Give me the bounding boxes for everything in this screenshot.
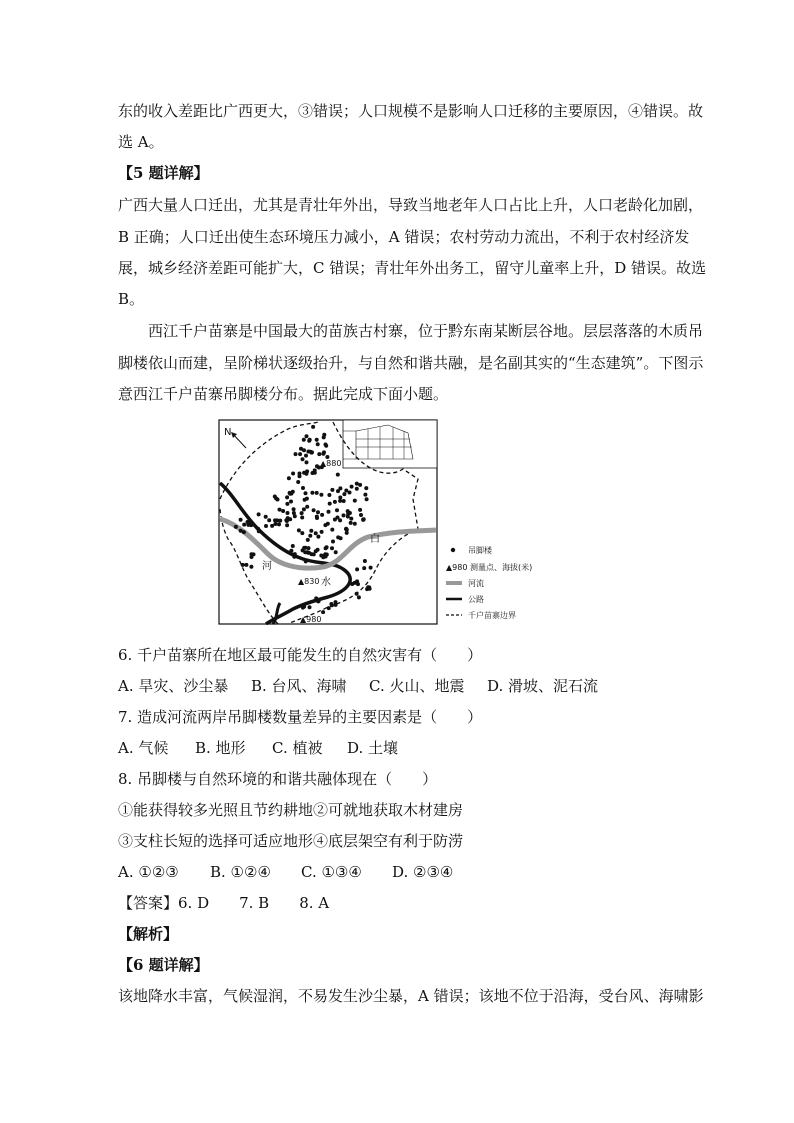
question-6-stem: 6. 千户苗寨所在地区最可能发生的自然灾害有（ ） xyxy=(118,646,483,664)
stilt-house-dot xyxy=(287,551,291,555)
stilt-house-dot xyxy=(363,493,367,497)
stilt-house-dot xyxy=(304,454,308,458)
stilt-house-dot xyxy=(324,443,328,447)
stilt-house-dot xyxy=(315,491,319,495)
legend-road: 公路 xyxy=(468,595,484,604)
stilt-house-dot xyxy=(327,493,331,497)
stilt-house-dot xyxy=(348,511,352,515)
stilt-house-dot xyxy=(327,510,331,514)
stilt-house-dot xyxy=(296,480,300,484)
stilt-house-dot xyxy=(317,452,321,456)
stilt-house-dot xyxy=(350,485,354,489)
stilt-house-dot xyxy=(310,491,314,495)
stilt-house-dot xyxy=(316,548,320,552)
q8-option-a[interactable]: A. ①②③ xyxy=(118,863,179,881)
stilt-house-dot xyxy=(339,536,343,540)
miao-village-map xyxy=(218,419,562,625)
stilt-house-dot xyxy=(305,434,309,438)
analysis-heading: 【解析】 xyxy=(118,925,179,943)
stilt-house-dot xyxy=(308,534,312,538)
question-7-stem: 7. 造成河流两岸吊脚楼数量差异的主要因素是（ ） xyxy=(118,708,483,726)
stilt-house-dot xyxy=(330,546,334,550)
stilt-house-dot xyxy=(353,522,357,526)
stilt-house-dot xyxy=(273,518,277,522)
stilt-house-dot xyxy=(353,499,357,503)
survey-point-label: ▲880 xyxy=(320,459,342,468)
stilt-house-dot xyxy=(330,488,334,492)
question-8-stem: 8. 吊脚楼与自然环境的和谐共融体现在（ ） xyxy=(118,770,438,788)
text-line: 意西江千户苗寨吊脚楼分布。据此完成下面小题。 xyxy=(118,385,449,403)
stilt-house-dot xyxy=(338,518,342,522)
stilt-house-dot xyxy=(305,469,309,473)
q8-option-c[interactable]: C. ①③④ xyxy=(301,863,362,881)
stilt-house-dot xyxy=(342,499,346,503)
stilt-house-dot xyxy=(322,435,326,439)
legend-survey-point: ▲980 测量点、海拔(米) xyxy=(446,563,533,572)
stilt-house-dot xyxy=(298,472,302,476)
stilt-house-dot xyxy=(338,496,342,500)
stilt-house-dot xyxy=(311,425,315,429)
stilt-house-dot xyxy=(350,582,354,586)
text-line: 展，城乡经济差距可能扩大，C 错误；青壮年外出务工，留守儿童率上升，D 错误。故选 xyxy=(118,259,707,277)
q8-option-b[interactable]: B. ①②④ xyxy=(210,863,271,881)
stilt-house-dot xyxy=(305,505,309,509)
stilt-house-dot xyxy=(362,566,366,570)
stilt-house-dot xyxy=(316,535,320,539)
stilt-house-dot xyxy=(349,517,353,521)
legend-house: 吊脚楼 xyxy=(468,546,492,555)
stilt-house-dot xyxy=(345,531,349,535)
stilt-house-dot xyxy=(355,567,359,571)
stilt-house-dot xyxy=(333,518,337,522)
stilt-house-dot xyxy=(273,495,277,499)
stilt-house-dot xyxy=(313,468,317,472)
stilt-house-dot xyxy=(291,472,295,476)
stilt-house-dot xyxy=(342,513,346,517)
q7-option-d[interactable]: D. 土壤 xyxy=(347,739,399,757)
q7-option-a[interactable]: A. 气候 xyxy=(118,739,169,757)
stilt-house-dot xyxy=(234,525,238,529)
stilt-house-dot xyxy=(239,518,243,522)
stilt-house-dot xyxy=(330,528,334,532)
stilt-house-dot xyxy=(303,550,307,554)
stilt-house-dot xyxy=(306,538,310,542)
q6-option-c[interactable]: C. 火山、地震 xyxy=(369,677,465,695)
stilt-house-dot xyxy=(300,531,304,535)
stilt-house-dot xyxy=(358,483,362,487)
stilt-house-dot xyxy=(336,489,340,493)
stilt-house-dot xyxy=(297,528,301,532)
stilt-house-dot xyxy=(361,518,365,522)
stilt-house-dot xyxy=(308,438,312,442)
stilt-house-dot xyxy=(242,523,246,527)
stilt-house-dot xyxy=(346,515,350,519)
stilt-house-dot xyxy=(304,559,308,563)
stilt-house-dot xyxy=(327,606,331,610)
stilt-house-dot xyxy=(323,523,327,527)
stilt-house-dot xyxy=(287,476,291,480)
stilt-house-dot xyxy=(344,527,348,531)
text-line: 广西大量人口迁出，尤其是青壮年外出，导致当地老年人口占比上升，人口老龄化加剧， xyxy=(118,196,704,214)
building-section-inset xyxy=(343,420,437,468)
text-line: B。 xyxy=(118,290,145,308)
stilt-house-dot xyxy=(293,552,297,556)
stilt-house-dot xyxy=(300,511,304,515)
stilt-house-dot xyxy=(285,495,289,499)
stilt-house-dot xyxy=(304,491,308,495)
stilt-house-dot xyxy=(365,497,369,501)
stilt-house-dot xyxy=(308,605,312,609)
stilt-house-dot xyxy=(319,554,323,558)
stilt-house-dot xyxy=(315,438,319,442)
stilt-house-dot xyxy=(292,507,296,511)
stilt-house-dot xyxy=(301,606,305,610)
stilt-house-dot xyxy=(369,566,373,570)
stilt-house-dot xyxy=(324,555,328,559)
stilt-house-dot xyxy=(302,546,306,550)
river-name-char: 河 xyxy=(262,561,272,572)
stilt-house-dot xyxy=(281,509,285,513)
stilt-house-dot xyxy=(319,493,323,497)
stilt-house-dot xyxy=(312,508,316,512)
stilt-house-dot xyxy=(286,511,290,515)
stilt-house-dot xyxy=(363,559,367,563)
text-line: 脚楼依山而建，呈阶梯状逐级抬升，与自然和谐共融，是名副其实的“生态建筑”。下图示 xyxy=(118,354,704,372)
legend-river: 河流 xyxy=(468,579,484,588)
answer-line: 【答案】6. D 7. B 8. A xyxy=(118,894,330,912)
stilt-house-dot xyxy=(315,515,319,519)
stilt-house-dot xyxy=(330,603,334,607)
stilt-house-dot xyxy=(249,565,253,569)
question-8-statements: ①能获得较多光照且节约耕地②可就地获取木材建房 xyxy=(118,801,464,819)
stilt-house-dot xyxy=(264,515,268,519)
stilt-house-dot xyxy=(250,552,254,556)
stilt-house-dot xyxy=(257,512,261,516)
stilt-house-dot xyxy=(333,500,337,504)
text-line: 东的收入差距比广西更大，③错误；人口规模不是影响人口迁移的主要原因，④错误。故 xyxy=(118,102,704,120)
stilt-house-dot xyxy=(278,519,282,523)
stilt-house-dot xyxy=(342,492,346,496)
stilt-house-dot xyxy=(248,522,252,526)
stilt-house-dot xyxy=(334,550,338,554)
stilt-house-dot xyxy=(302,438,306,442)
q7-option-c[interactable]: C. 植被 xyxy=(272,739,323,757)
survey-point-label: ▲830 xyxy=(298,577,320,586)
stilt-house-dot xyxy=(298,452,302,456)
stilt-house-dot xyxy=(264,524,268,528)
stilt-house-dot xyxy=(301,457,305,461)
q6-option-a[interactable]: A. 旱灾、沙尘暴 xyxy=(118,677,229,695)
stilt-house-dot xyxy=(358,508,362,512)
stilt-house-dot xyxy=(320,513,324,517)
stilt-house-dot xyxy=(359,513,363,517)
stilt-house-dot xyxy=(349,521,353,525)
stilt-house-dot xyxy=(338,499,342,503)
stilt-house-dot xyxy=(277,522,281,526)
river-name-char: 白 xyxy=(370,534,380,545)
stilt-house-dot xyxy=(273,522,277,526)
stilt-house-dot xyxy=(334,600,338,604)
text-line: B 正确；人口迁出使生态环境压力减小，A 错误；农村劳动力流出，不利于农村经济发 xyxy=(118,228,690,246)
stilt-house-dot xyxy=(289,500,293,504)
stilt-house-dot xyxy=(344,489,348,493)
stilt-house-dot xyxy=(294,452,298,456)
stilt-house-dot xyxy=(244,563,248,567)
stilt-house-dot xyxy=(307,546,311,550)
stilt-house-dot xyxy=(316,442,320,446)
stilt-house-dot xyxy=(291,544,295,548)
stilt-house-dot xyxy=(321,610,325,614)
q6-option-b[interactable]: B. 台风、海啸 xyxy=(251,677,347,695)
stilt-house-dot xyxy=(328,502,332,506)
stilt-house-dot xyxy=(320,530,324,534)
stilt-house-dot xyxy=(302,448,306,452)
stilt-house-dot xyxy=(257,529,261,533)
stilt-house-dot xyxy=(301,486,305,490)
text-line: 选 A。 xyxy=(118,133,164,151)
stilt-house-dot xyxy=(312,552,316,556)
stilt-house-dot xyxy=(292,511,296,515)
stilt-house-dot xyxy=(309,529,313,533)
svg-text:N: N xyxy=(224,427,232,438)
stilt-house-dot xyxy=(302,507,306,511)
stilt-house-dot xyxy=(355,487,359,491)
stilt-house-dot xyxy=(364,486,368,490)
stilt-house-dot xyxy=(316,510,320,514)
stilt-house-dot xyxy=(356,582,360,586)
section-heading: 【5 题详解】 xyxy=(118,164,209,182)
q8-option-d[interactable]: D. ②③④ xyxy=(392,863,454,881)
stilt-house-dot xyxy=(322,450,326,454)
stilt-house-dot xyxy=(305,460,309,464)
stilt-house-dot xyxy=(242,530,246,534)
stilt-house-dot xyxy=(300,516,304,520)
stilt-house-dot xyxy=(331,540,335,544)
stilt-house-dot xyxy=(267,518,271,522)
text-line: 该地降水丰富，气候湿润，不易发生沙尘暴，A 错误；该地不位于沿海，受台风、海啸影 xyxy=(118,987,704,1005)
stilt-house-dot xyxy=(285,523,289,527)
stilt-house-dot xyxy=(309,450,313,454)
map-legend xyxy=(446,545,532,620)
survey-point-label: ▲980 xyxy=(300,615,322,624)
stilt-house-dot xyxy=(285,502,289,506)
stilt-house-dot xyxy=(336,473,340,477)
stilt-house-dot xyxy=(357,595,361,599)
stilt-house-dot xyxy=(241,563,245,567)
question-8-statements: ③支柱长短的选择可适应地形④底层架空有利于防涝 xyxy=(118,832,464,850)
stilt-house-dot xyxy=(355,592,359,596)
stilt-house-dot xyxy=(314,531,318,535)
stilt-house-dot xyxy=(324,546,328,550)
q7-option-b[interactable]: B. 地形 xyxy=(195,739,246,757)
legend-boundary: 千户苗寨边界 xyxy=(468,611,516,620)
section-heading: 【6 题详解】 xyxy=(118,956,209,974)
stilt-house-dot xyxy=(368,587,372,591)
stilt-house-dot xyxy=(288,517,292,521)
stilt-house-dot xyxy=(303,498,307,502)
stilt-house-dot xyxy=(317,599,321,603)
paragraph-line: 西江千户苗寨是中国最大的苗族古村寨，位于黔东南某断层谷地。层层落落的木质吊 xyxy=(148,322,704,340)
river-name-char: 水 xyxy=(321,577,331,588)
stilt-house-dot xyxy=(278,508,282,512)
stilt-house-dot xyxy=(288,491,292,495)
q6-option-d[interactable]: D. 滑坡、泥石流 xyxy=(487,677,599,695)
stilt-house-dot xyxy=(335,508,339,512)
